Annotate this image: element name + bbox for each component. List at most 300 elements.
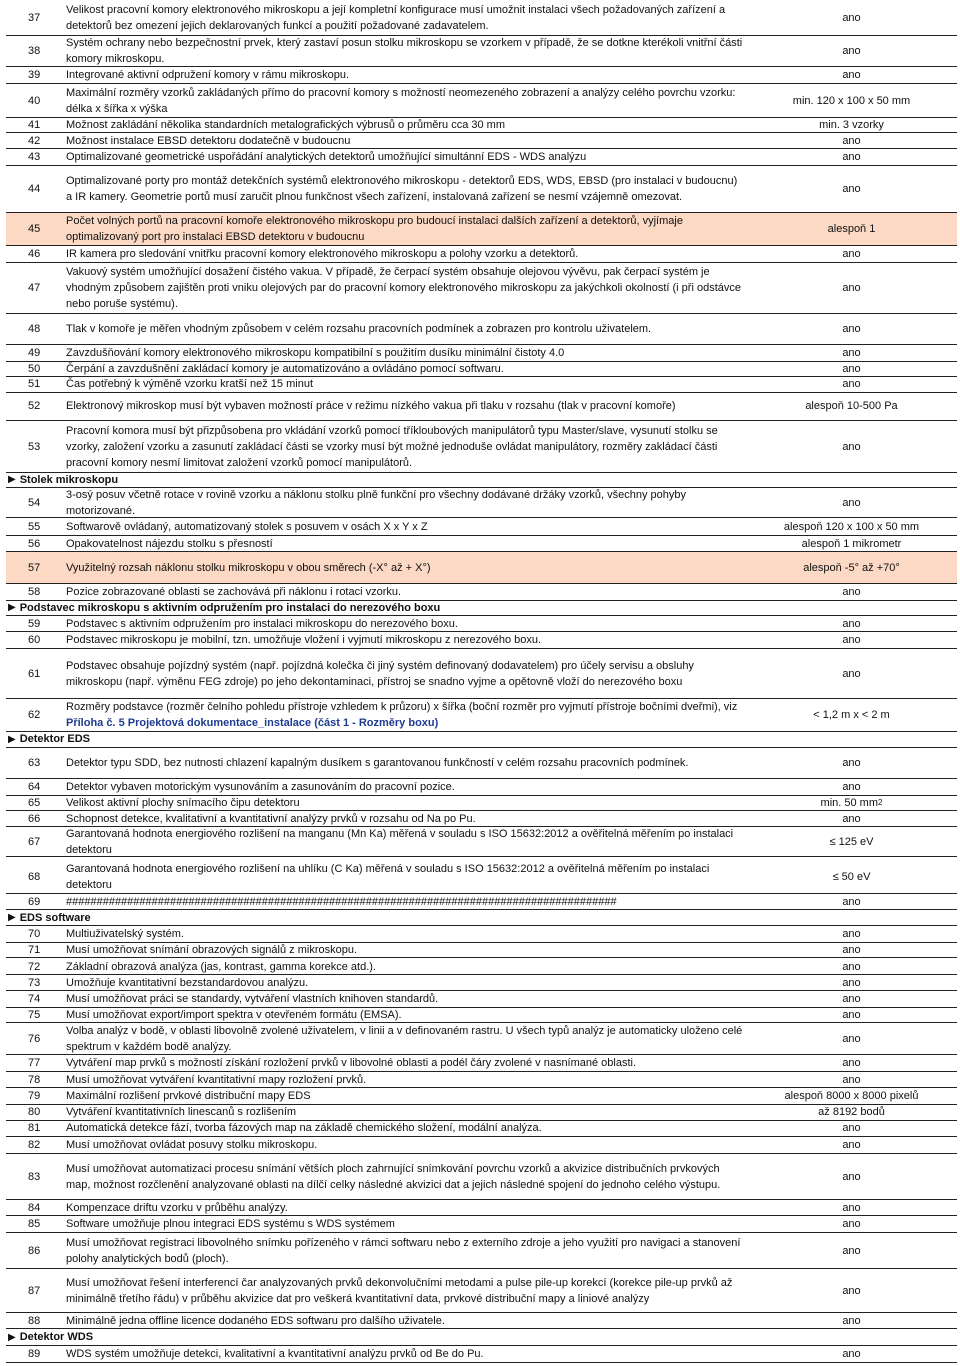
requirement-description: Rozměry podstavce (rozměr čelního pohledu přístroje vzhledem k průzoru) x šířka (boční rozměr pro vyjmutí přístroje bočními dveřmi), viz <box>66 701 738 713</box>
required-value <box>746 811 957 826</box>
section-header <box>6 600 957 616</box>
section-title: Detektor WDS <box>19 1331 94 1343</box>
required-value-text: ano <box>842 322 861 335</box>
requirement-description: Minimálně jedna offline licence dodaného EDS softwaru pro dalšího uživatele. <box>66 1314 445 1327</box>
requirement-description: Detektor vybaven motorickým vysunováním a zasunováním do pracovní pozice. <box>66 781 455 793</box>
required-value-text: alespoň 1 mikrometr <box>801 537 902 550</box>
row-number: 80 <box>28 1106 41 1118</box>
required-value-text: ano <box>842 1057 861 1069</box>
requirement-description: Volba analýz v bodě, v oblasti libovolně zvolené uživatelem, v linii a v definovaném rastru. U všech typů analýz je automaticky uloženo celé spektrum v každém bodě analýzy. <box>66 1024 743 1053</box>
required-value-text: ano <box>842 183 861 195</box>
required-value <box>746 361 957 376</box>
required-value <box>746 67 957 83</box>
requirement-text <box>66 1233 746 1268</box>
requirement-description: ########################################################################################## <box>66 895 617 908</box>
required-value <box>746 133 957 148</box>
requirement-text <box>66 67 746 83</box>
required-value <box>746 313 957 344</box>
row-number: 84 <box>28 1201 41 1214</box>
table-row <box>6 1088 957 1105</box>
required-value <box>746 584 957 600</box>
row-number: 44 <box>28 183 41 195</box>
requirement-text <box>66 1154 746 1199</box>
requirement-description: Pracovní komora musí být přizpůsobena pro vkládání vzorků pomocí tříkloubových manipulátorů typu Master/slave, vysunutí stolku se vzorky, založení vzorku a zasunutí zakládací části se vzorky musí být možné jednoduše ovládat manipulátory, rozměry zakládací části pracovní komory nesmí limitovat založení vzorků pomocí manipulátorů. <box>66 424 718 469</box>
required-value-text: až 8192 bodů <box>818 1106 885 1118</box>
required-value-text: ano <box>842 362 861 375</box>
table-row <box>6 926 957 943</box>
row-number: 41 <box>28 119 41 131</box>
requirement-description: Multiuživatelský systém. <box>66 928 184 940</box>
table-row <box>6 748 957 779</box>
required-value <box>746 149 957 165</box>
row-number: 39 <box>28 69 41 81</box>
row-number: 57 <box>28 561 41 574</box>
row-number: 64 <box>28 781 41 793</box>
requirement-text <box>66 313 746 344</box>
row-number: 59 <box>28 617 41 630</box>
table-row <box>6 861 957 894</box>
requirement-text <box>66 1023 746 1054</box>
required-value <box>746 975 957 990</box>
requirement-text <box>66 1216 746 1232</box>
requirement-text <box>66 926 746 942</box>
requirement-text <box>66 149 746 165</box>
table-row <box>6 552 957 584</box>
required-value-text: ano <box>842 617 861 630</box>
requirement-text <box>66 488 746 517</box>
required-value-text: < 1,2 m x < 2 m <box>813 709 890 721</box>
required-value-text: ano <box>842 812 861 825</box>
required-value <box>746 748 957 778</box>
table-row <box>6 1233 957 1269</box>
requirement-text <box>66 552 746 583</box>
table-row <box>6 1154 957 1200</box>
row-number: 67 <box>28 835 41 848</box>
required-value <box>746 0 957 35</box>
table-row <box>6 1216 957 1233</box>
row-number: 66 <box>28 812 41 825</box>
requirement-text <box>66 421 746 472</box>
requirement-description: IR kamera pro sledování vnitřku pracovní komory elektronového mikroskopu a polohy vzorku a detektorů. <box>66 248 579 260</box>
required-value-text: ano <box>842 895 861 908</box>
attachment-link[interactable]: Příloha č. 5 Projektová dokumentace_instalace (část 1 - Rozměry boxu) <box>66 717 439 729</box>
requirement-text <box>66 1120 746 1136</box>
required-value <box>746 1136 957 1153</box>
required-value <box>746 779 957 795</box>
requirement-description: Vakuový systém umožňující dosažení čistého vakua. V případě, že čerpací systém obsahuje olejovou vývěvu, pak čerpací systém je vhodným způsobem zajištěn proti vniku olejových par do pracovní komory elektronového mikroskopu za jakýchkoli okolností (i při odstávce nebo poruše systému). <box>66 266 741 310</box>
table-row <box>6 616 957 632</box>
required-value-text: min. 50 mm <box>820 796 878 809</box>
triangle-right-icon: ▶ <box>8 912 16 923</box>
table-row <box>6 942 957 958</box>
required-value <box>746 1104 957 1120</box>
row-number: 87 <box>28 1284 41 1297</box>
required-value-text: alespoň 10-500 Pa <box>805 399 898 412</box>
required-value <box>746 166 957 212</box>
requirement-description: Musí umožňovat ovládat posuvy stolku mikroskopu. <box>66 1138 318 1151</box>
row-number: 74 <box>28 993 41 1005</box>
requirement-description: Elektronový mikroskop musí být vybaven možností práce v režimu nízkého vakua při tlaku v rozsahu (tlak v pracovní komoře) <box>66 399 676 412</box>
requirement-description: Základní obrazová analýza (jas, kontrast, gamma korekce atd.). <box>66 960 376 973</box>
row-number: 56 <box>28 537 41 550</box>
table-row <box>6 36 957 67</box>
table-row <box>6 133 957 149</box>
required-value <box>746 246 957 262</box>
table-row <box>6 632 957 649</box>
section-title: Detektor EDS <box>19 733 90 745</box>
requirement-description: Pozice zobrazované oblasti se zachovává při náklonu i rotaci vzorku. <box>66 586 402 598</box>
requirement-description: Optimalizované porty pro montáž detekčních systémů elektronového mikroskopu - detektorů EDS, WDS, EBSD (pro instalaci v budoucnu) a IR kamery. Geometrie portů musí zaručit plnou funkčnost všech zařízení, instalovaná zařízení se nesmí vzájemně omezovat. <box>66 175 738 203</box>
requirement-description: Podstavec mikroskopu je mobilní, tzn. umožňuje vložení i vyjmutí mikroskopu z nerezového boxu. <box>66 634 542 646</box>
required-value-text: ano <box>842 1348 861 1360</box>
required-value <box>746 1072 957 1087</box>
required-value-text: ano <box>842 1314 861 1327</box>
required-value <box>746 959 957 974</box>
table-row <box>6 213 957 246</box>
triangle-right-icon: ▶ <box>8 1331 16 1343</box>
required-value <box>746 1154 957 1199</box>
section-header <box>6 1329 957 1346</box>
row-number: 72 <box>28 960 41 973</box>
required-value-text: ano <box>842 151 861 163</box>
required-value <box>746 1216 957 1232</box>
row-number: 51 <box>28 378 41 390</box>
required-value-text: ano <box>842 943 861 956</box>
requirement-text <box>66 1055 746 1071</box>
required-value-text: ano <box>842 976 861 989</box>
table-row <box>6 67 957 84</box>
requirement-description: Čas potřebný k výměně vzorku kratší než 15 minut <box>66 378 313 390</box>
requirement-description: Podstavec obsahuje pojízdný systém (např. pojízdná kolečka či jiný systém definovaný dodavatelem) pro účely servisu a obsluhy mikroskopu (např. výměnu FEG zdroje) po jeho dekontaminaci, přístroj se snadno vyjme a opětovně vloží do nerezového boxu <box>66 659 694 688</box>
row-number: 58 <box>28 586 41 598</box>
requirement-description: Musí umožňovat snímání obrazových signálů z mikroskopu. <box>66 943 358 956</box>
requirement-description: Musí umožňovat registraci libovolného snímku pořízeného v rámci softwaru nebo z externího zdroje a jeho využití pro navigaci a stanovení polohy analytických bodů (ploch). <box>66 1236 741 1265</box>
requirement-text <box>66 699 746 731</box>
requirement-description: Možnost instalace EBSD detektoru dodatečně v budoucnu <box>66 134 351 147</box>
required-value <box>746 36 957 66</box>
table-row <box>6 779 957 796</box>
table-row <box>6 313 957 345</box>
requirement-text <box>66 616 746 631</box>
section-title: Stolek mikroskopu <box>19 473 119 486</box>
requirement-text <box>66 959 746 974</box>
row-number: 88 <box>28 1314 41 1327</box>
table-row <box>6 975 957 991</box>
requirement-description: Optimalizované geometrické uspořádání analytických detektorů umožňující simultánní EDS - WDS analýzu <box>66 151 587 163</box>
row-number: 43 <box>28 151 41 163</box>
table-row <box>6 991 957 1008</box>
requirement-text <box>66 1200 746 1215</box>
row-number: 81 <box>28 1122 41 1134</box>
requirement-text <box>66 975 746 990</box>
required-value <box>746 827 957 856</box>
required-value-text: ano <box>842 496 861 509</box>
required-value <box>746 1346 957 1362</box>
table-row <box>6 263 957 314</box>
table-row <box>6 361 957 377</box>
requirement-text <box>66 1072 746 1087</box>
table-row <box>6 1120 957 1137</box>
section-header <box>6 910 957 926</box>
table-row <box>6 1055 957 1072</box>
requirement-text <box>66 1269 746 1312</box>
requirement-description: Vytváření map prvků s možností získání rozložení prvků v libovolné oblasti a podél čáry zvolené v nasnímané oblasti. <box>66 1057 637 1069</box>
required-value <box>746 213 957 245</box>
required-value <box>746 991 957 1007</box>
required-value <box>746 926 957 942</box>
row-number: 52 <box>28 399 41 412</box>
required-value-text: ano <box>842 11 861 24</box>
table-row <box>6 519 957 536</box>
requirement-text <box>66 1007 746 1022</box>
row-number: 54 <box>28 496 41 509</box>
required-value-text: ano <box>842 440 861 453</box>
requirement-text <box>66 991 746 1007</box>
table-row <box>6 1136 957 1154</box>
required-value <box>746 345 957 361</box>
requirement-description: Tlak v komoře je měřen vhodným způsobem v celém rozsahu pracovních podmínek a zobrazen pro kontrolu uživatelem. <box>66 322 652 335</box>
required-value-text: ano <box>842 757 861 769</box>
table-row <box>6 488 957 518</box>
requirement-description: Musí umožňovat export/import spektra v otevřeném formátu (EMSA). <box>66 1008 402 1021</box>
requirement-description: Velikost pracovní komory elektronového mikroskopu a její kompletní konfigurace musí umožnit instalaci všech požadovaných zařízení a detektorů bez omezení jejich deklarovaných funkcí a použití požadované zadavatelem. <box>66 3 726 32</box>
table-row <box>6 1023 957 1055</box>
table-row <box>6 1104 957 1121</box>
row-number: 77 <box>28 1057 41 1069</box>
requirement-text <box>66 1346 746 1362</box>
required-value-text: ano <box>842 248 861 260</box>
requirement-text <box>66 84 746 117</box>
required-value <box>746 1120 957 1136</box>
requirement-text <box>66 811 746 826</box>
requirement-description: Musí umožňovat automatizaci procesu snímání větších ploch zahrnující snímkování povrchu vzorků a akvizice distribučních prvkových map, možnost rozčlenění analyzované oblasti na dílčí celky následné akvizici dat a jejich následné spojení do jednoho celého výstupu. <box>66 1162 721 1191</box>
table-row <box>6 345 957 362</box>
requirement-description: Softwarově ovládaný, automatizovaný stolek s posuvem v osách X x Y x Z <box>66 521 428 533</box>
requirement-description: Čerpání a zavzdušnění zakládací komory je automatizováno a ovládáno pomocí softwaru. <box>66 362 504 375</box>
requirement-description: Velikost aktivní plochy snímacího čipu detektoru <box>66 796 300 809</box>
required-value-text: ano <box>842 781 861 793</box>
required-value <box>746 421 957 472</box>
requirement-text <box>66 376 746 392</box>
row-number: 50 <box>28 362 41 375</box>
requirement-text <box>66 584 746 600</box>
requirement-description: Software umožňuje plnou integraci EDS systému s WDS systémem <box>66 1218 395 1230</box>
table-row <box>6 1007 957 1023</box>
required-value <box>746 942 957 957</box>
required-value <box>746 263 957 313</box>
required-value-text: ano <box>842 69 861 81</box>
table-row <box>6 391 957 421</box>
required-value-text: ano <box>842 586 861 598</box>
requirement-text <box>66 213 746 245</box>
requirement-text <box>66 246 746 262</box>
requirement-description: Musí umožňovat řešení interferencí čar analyzovaných prvků dekonvolučními metodami a pulse pile-up korekcí (korekce pile-up prvků až minimálně třetího řádu) v průběhu akvizice dat pro veškerá kvantitativní data, prvkové distribuční mapy a liniové analýzy <box>66 1276 733 1305</box>
required-value-text: min. 3 vzorky <box>819 119 884 131</box>
requirement-description: Schopnost detekce, kvalitativní a kvantitativní analýzy prvků v rozsahu od Na po Pu. <box>66 812 476 825</box>
requirement-text <box>66 827 746 856</box>
requirement-description: Garantovaná hodnota energiového rozlišení na manganu (Mn Ka) měřená v souladu s ISO 15632:2012 a ověřitelná měřením po instalaci detektoru <box>66 827 734 856</box>
required-value-text: ano <box>842 134 861 147</box>
required-value <box>746 616 957 631</box>
required-value <box>746 391 957 420</box>
table-row <box>6 118 957 133</box>
required-value <box>746 861 957 893</box>
requirement-description: Maximální rozměry vzorků zakládaných přímo do pracovní komory s možností neomezeného zobrazení a analýzy celého povrchu vzorku: délka x šířka x výška <box>66 86 736 115</box>
required-value-text: ano <box>842 1244 861 1257</box>
requirement-description: Maximální rozlišení prvkové distribuční mapy EDS <box>66 1090 311 1102</box>
required-value-text: ano <box>842 45 861 57</box>
requirement-description: Musí umožňovat vytváření kvantitativní mapy rozložení prvků. <box>66 1073 367 1086</box>
row-number: 73 <box>28 976 41 989</box>
table-row <box>6 246 957 263</box>
required-value <box>746 894 957 909</box>
triangle-right-icon: ▶ <box>8 602 16 613</box>
table-row <box>6 795 957 811</box>
requirement-text <box>66 1088 746 1104</box>
required-value-text: alespoň 120 x 100 x 50 mm <box>783 521 920 533</box>
requirement-description: Opakovatelnost nájezdu stolku s přesností <box>66 537 273 550</box>
row-number: 89 <box>28 1348 41 1360</box>
table-row <box>6 959 957 975</box>
table-row <box>6 894 957 910</box>
requirement-description: Umožňuje kvantitativní bezstandardovou analýzu. <box>66 976 309 989</box>
required-value <box>746 118 957 132</box>
requirement-text <box>66 748 746 778</box>
required-value <box>746 1088 957 1104</box>
table-row <box>6 1313 957 1329</box>
table-row <box>6 166 957 213</box>
row-number: 37 <box>28 11 41 24</box>
required-value-text: ano <box>842 1218 861 1230</box>
row-number: 83 <box>28 1170 41 1183</box>
table-row <box>6 1072 957 1088</box>
requirement-text <box>66 1136 746 1153</box>
requirement-description: Kompenzace driftu vzorku v průběhu analýzy. <box>66 1201 288 1214</box>
requirement-description: Vytváření kvantitativních linescanů s rozlišením <box>66 1106 297 1118</box>
row-number: 62 <box>28 709 41 721</box>
requirement-description: Podstavec s aktivním odpružením pro instalaci mikroskopu do nerezového boxu. <box>66 617 458 630</box>
required-value-text: ano <box>842 1008 861 1021</box>
row-number: 70 <box>28 928 41 940</box>
required-value-text: ano <box>842 1122 861 1134</box>
table-row <box>6 1346 957 1363</box>
required-value <box>746 488 957 517</box>
required-value-text: min. 120 x 100 x 50 mm <box>792 94 911 107</box>
required-value-text: ano <box>842 960 861 973</box>
required-value-text: ano <box>842 1073 861 1086</box>
requirement-text <box>66 519 746 535</box>
row-number: 63 <box>28 757 41 769</box>
requirement-text <box>66 779 746 795</box>
row-number: 61 <box>28 667 41 680</box>
requirement-description: Možnost zakládání několika standardních metalografických výbrusů o průměru cca 30 mm <box>66 119 505 131</box>
row-number: 65 <box>28 796 41 809</box>
row-number: 49 <box>28 347 41 359</box>
section-title: EDS software <box>19 911 91 924</box>
row-number: 68 <box>28 871 41 883</box>
requirement-description: 3-osý posuv včetně rotace v rovině vzorku a náklonu stolku plně funkční pro všechny dodávané držáky vzorků, všechny pohyby motorizované. <box>66 488 687 517</box>
required-value-text: alespoň 8000 x 8000 pixelů <box>784 1090 919 1102</box>
requirement-text <box>66 795 746 810</box>
section-header <box>6 731 957 748</box>
required-value-text: ano <box>842 282 861 294</box>
row-number: 55 <box>28 521 41 533</box>
required-value-text: ano <box>842 667 861 680</box>
required-value-text: ano <box>842 1032 861 1045</box>
required-value <box>746 1055 957 1071</box>
row-number: 46 <box>28 248 41 260</box>
requirement-text <box>66 133 746 148</box>
required-value-text: ano <box>842 928 861 940</box>
requirement-text <box>66 263 746 313</box>
requirement-text <box>66 942 746 957</box>
requirement-text <box>66 345 746 361</box>
row-number: 78 <box>28 1073 41 1086</box>
table-row <box>6 827 957 857</box>
triangle-right-icon: ▶ <box>8 474 16 485</box>
table-row <box>6 0 957 36</box>
row-number: 82 <box>28 1138 41 1151</box>
table-row <box>6 1200 957 1216</box>
row-number: 53 <box>28 440 41 453</box>
required-value-text: ano <box>842 1201 861 1214</box>
required-value-text: ≤ 50 eV <box>832 871 871 883</box>
row-number: 79 <box>28 1090 41 1102</box>
requirement-description: Automatická detekce fází, tvorba fázových map na základě chemického složení, modální analýza. <box>66 1122 542 1134</box>
required-value-text: ano <box>842 378 861 390</box>
required-value <box>746 699 957 731</box>
triangle-right-icon: ▶ <box>8 733 16 745</box>
row-number: 85 <box>28 1218 41 1230</box>
required-value <box>746 649 957 698</box>
required-value-text: ano <box>842 993 861 1005</box>
requirement-text <box>66 649 746 698</box>
required-value <box>746 552 957 583</box>
required-value-text: ano <box>842 1138 861 1151</box>
row-number: 40 <box>28 94 41 107</box>
requirement-description: Garantovaná hodnota energiového rozlišení na uhlíku (C Ka) měřená v souladu s ISO 15632:2012 a ověřitelná měřením po instalaci detektoru <box>66 863 710 891</box>
requirement-description: WDS systém umožňuje detekci, kvalitativní a kvantitativní analýzu prvků od Be do Pu. <box>66 1348 484 1360</box>
required-value <box>746 1269 957 1312</box>
requirement-description: Počet volných portů na pracovní komoře elektronového mikroskopu pro budoucí instalaci dalších zařízení a detektorů, vyjímaje optimalizovaný port pro instalaci EBSD detektoru v budoucnu <box>66 215 683 243</box>
table-row <box>6 699 957 732</box>
required-value-text: ≤ 125 eV <box>829 835 874 848</box>
row-number: 60 <box>28 634 41 646</box>
requirement-description: Zavzdušňování komory elektronového mikroskopu kompatibilní s použitím dusíku minimální čistoty 4.0 <box>66 347 565 359</box>
requirement-text <box>66 391 746 420</box>
row-number: 71 <box>28 943 41 956</box>
row-number: 47 <box>28 282 41 294</box>
requirement-text <box>66 36 746 66</box>
required-value <box>746 1023 957 1054</box>
table-row <box>6 649 957 699</box>
required-value <box>746 1313 957 1328</box>
required-value <box>746 519 957 535</box>
requirement-text <box>66 118 746 132</box>
row-number: 42 <box>28 134 41 147</box>
section-title: Podstavec mikroskopu s aktivním odpružením pro instalaci do nerezového boxu <box>19 601 441 614</box>
requirement-text <box>66 166 746 212</box>
row-number: 86 <box>28 1244 41 1257</box>
table-row <box>6 421 957 473</box>
table-row <box>6 1269 957 1313</box>
requirement-text <box>66 1104 746 1120</box>
row-number: 75 <box>28 1008 41 1021</box>
row-number: 76 <box>28 1032 41 1045</box>
requirement-description: Integrované aktivní odpružení komory v rámu mikroskopu. <box>66 69 350 81</box>
requirement-text <box>66 536 746 551</box>
row-number: 45 <box>28 223 41 235</box>
